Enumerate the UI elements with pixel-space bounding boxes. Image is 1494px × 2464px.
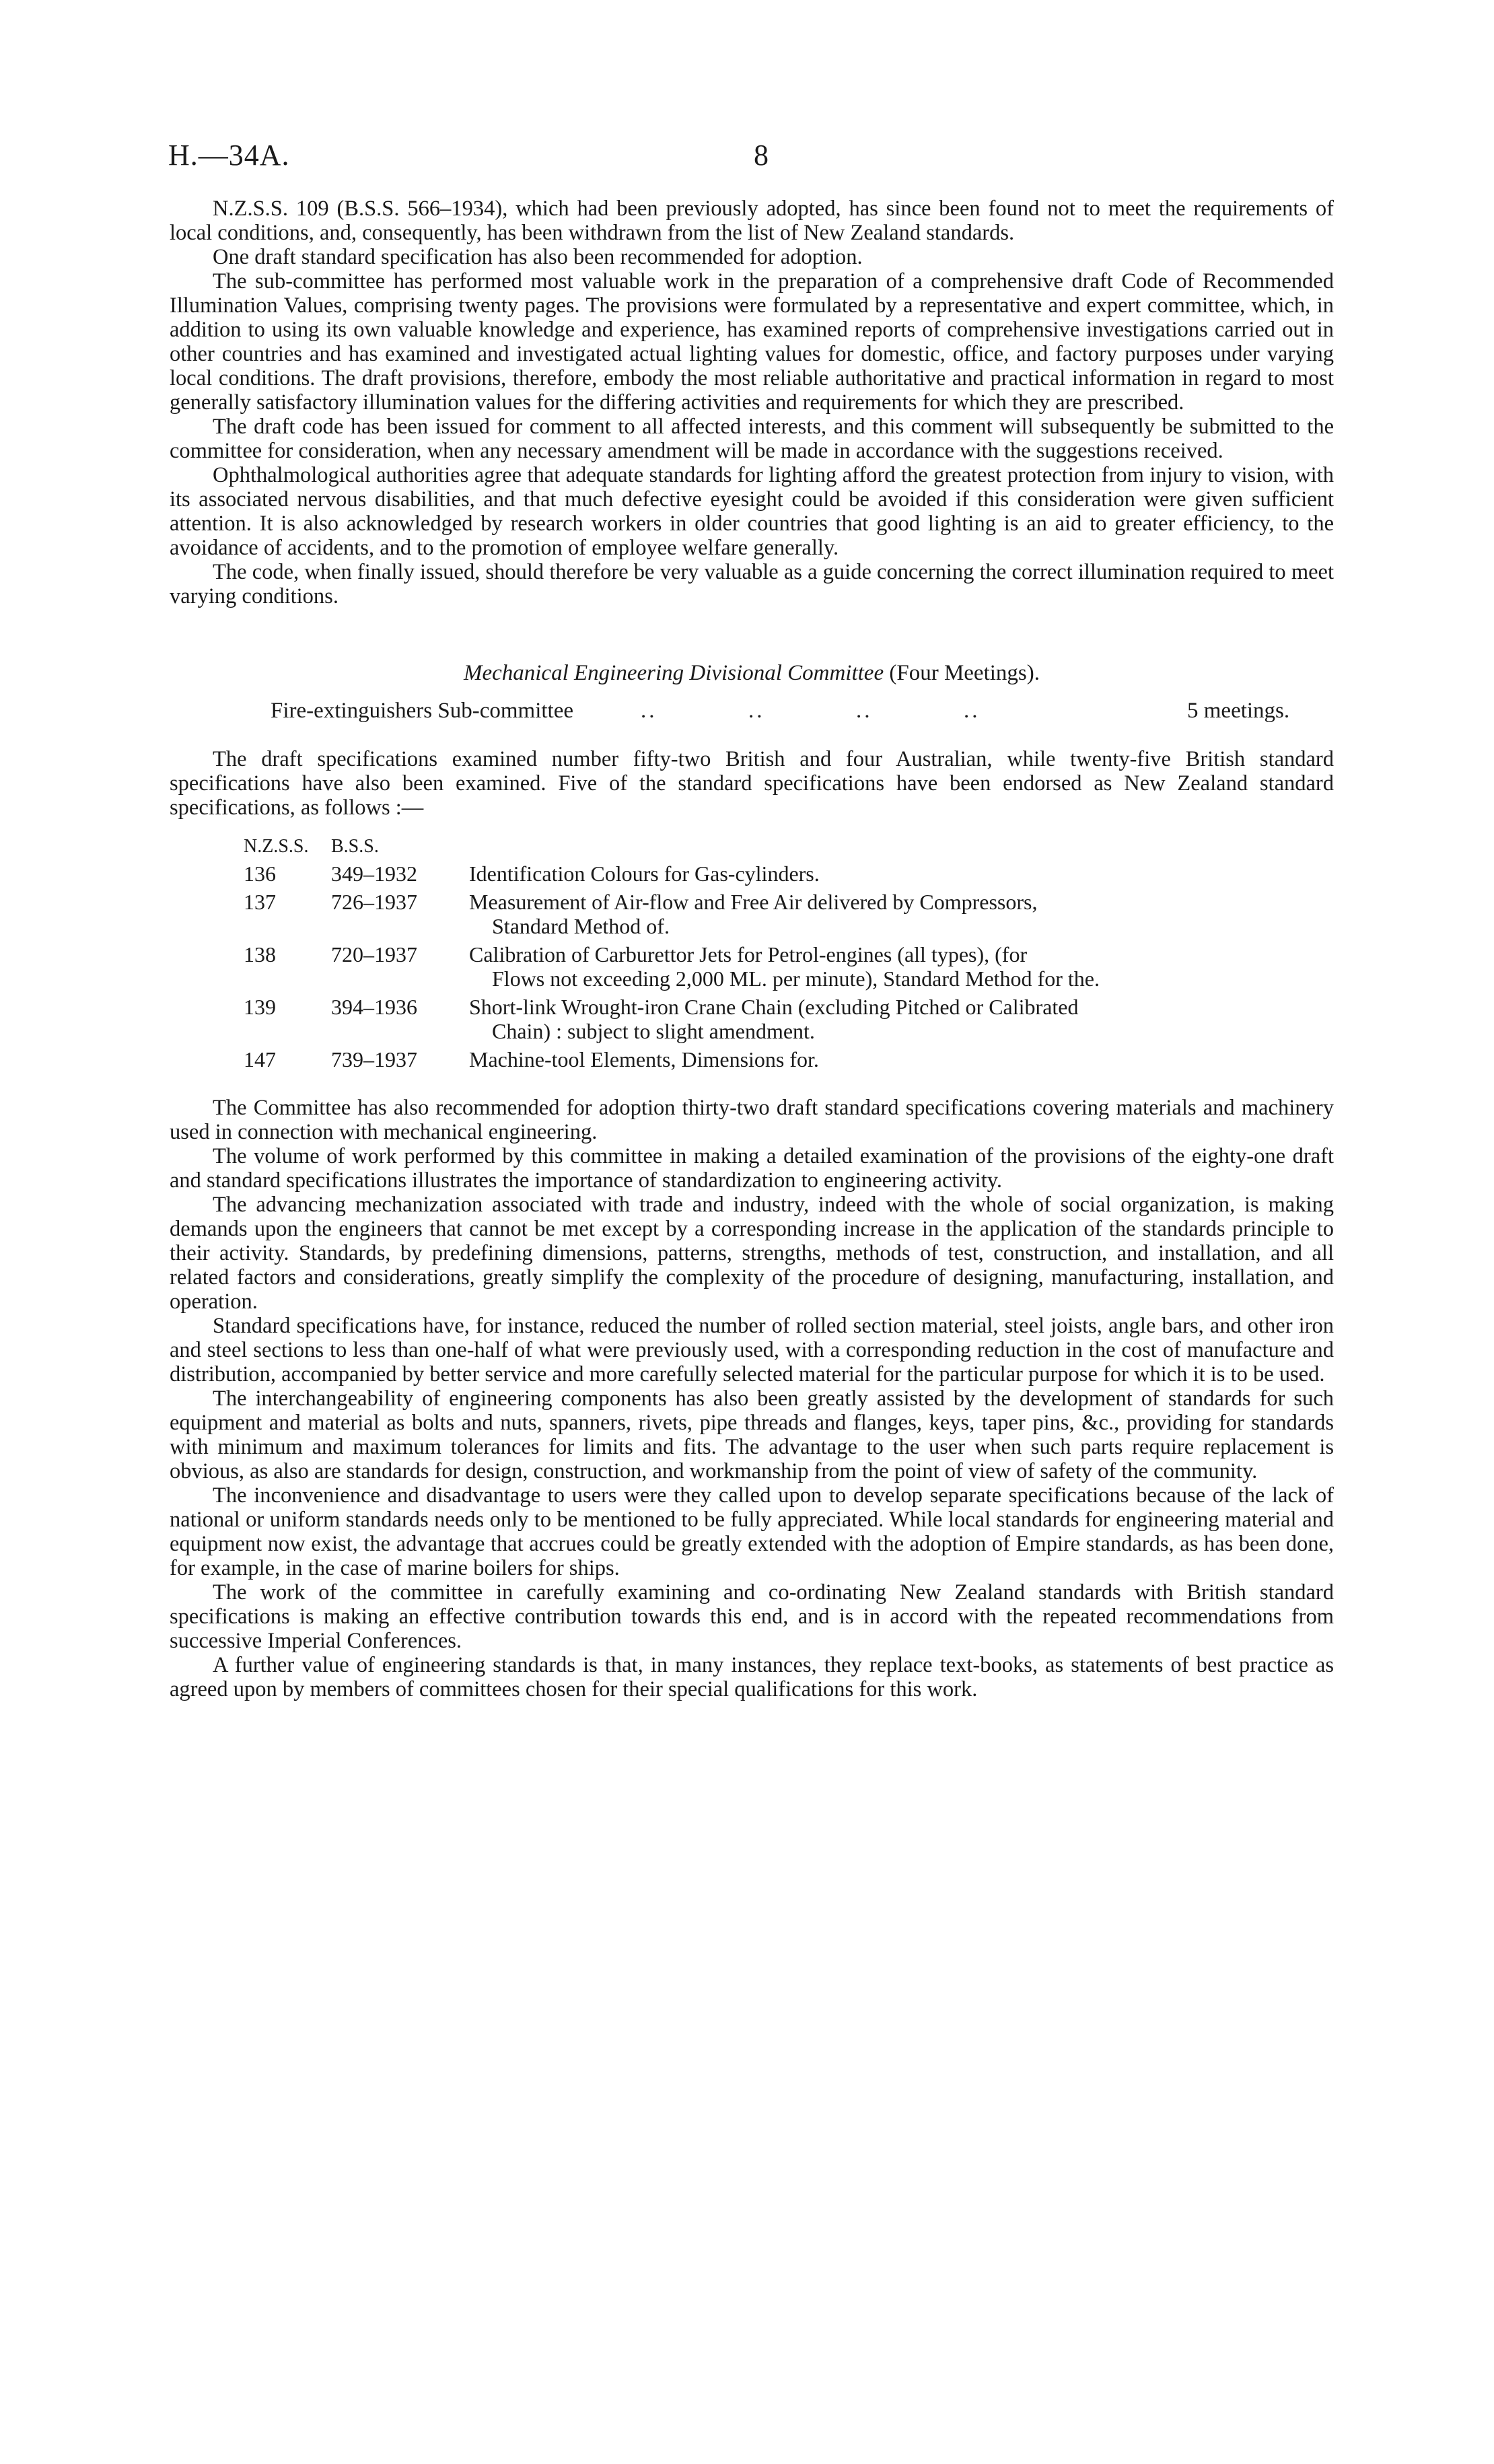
paragraph: Standard specifications have, for instance, reduced the number of rolled section material, steel joists, angle bars, and other iron and steel sections to less than one-half of what were previously used, with a corresponding reduction in the cost of manufacture and distribution, accompanied by better service and more carefully selected material for the particular purpose for which it is to be used. [170,1314,1334,1386]
spec-title-line: Measurement of Air-flow and Free Air delivered by Compressors, [469,890,1038,914]
subcommittee-name: Fire-extinguishers Sub-committee [271,699,573,723]
spec-title-line: Calibration of Carburettor Jets for Petrol-engines (all types), (for [469,942,1028,966]
spec-title [469,942,1334,995]
document-reference: H.—34A. [168,139,290,172]
spec-title [469,995,1334,1047]
nzss-number: 139 [244,995,276,1019]
paragraph: The Committee has also recommended for adoption thirty-two draft standard specifications covering materials and machinery used in connection with mechanical engineering. [170,1096,1334,1144]
section-heading-meetings: (Four Meetings). [889,661,1040,685]
paragraph: The volume of work performed by this committee in making a detailed examination of the provisions of the eighty-one draft and standard specifications illustrates the importance of standardization to engineering activity. [170,1144,1334,1193]
body-text [170,197,1334,1701]
bss-number: 720–1937 [331,942,417,966]
section-heading [170,661,1334,685]
bss-number: 394–1936 [331,995,417,1019]
spec-title-continuation: Standard Method of. [492,914,670,938]
table-row [230,861,1334,890]
column-header-title [469,835,1334,861]
table-row [230,995,1334,1047]
paragraph: The sub-committee has performed most valuable work in the preparation of a comprehensive draft Code of Recommended Illumination Values, comprising twenty pages. The provisions were formulated by a representative and expert committee, which, in addition to using its own valuable knowledge and experience, has examined reports of comprehensive investigations carried out in other countries and has examined and investigated actual lighting values for domestic, office, and factory purposes under varying local conditions. The draft provisions, therefore, embody the most reliable authoritative and practical information in regard to most generally satisfactory illumination values for the differing activities and requirements for which they are prescribed. [170,269,1334,415]
spec-title-continuation: Flows not exceeding 2,000 ML. per minute), Standard Method for the. [492,966,1100,991]
column-header-bss: B.S.S. [331,836,379,857]
bss-number: 726–1937 [331,890,417,914]
paragraph: The interchangeability of engineering components has also been greatly assisted by the development of standards for such equipment and material as bolts and nuts, spanners, rivets, pipe threads and flanges, keys, taper pins, &c., providing for standards with minimum and maximum tolerances for limits and fits. The advantage to the user when such parts require replacement is obvious, as also are standards for design, construction, and workmanship from the point of view of safety of the community. [170,1386,1334,1483]
standards-table [230,835,1334,1076]
paragraph: The code, when finally issued, should therefore be very valuable as a guide concerning the correct illumination required to meet varying conditions. [170,560,1334,608]
page-header [168,138,1339,178]
subcommittee-line [170,699,1334,730]
section-heading-title: Mechanical Engineering Divisional Committee [463,661,884,685]
paragraph: The inconvenience and disadvantage to users were they called upon to develop separate specifications because of the lack of national or uniform standards needs only to be mentioned to be fully appreciated. While local standards for engineering material and equipment now exist, the advantage that accrues could be greatly extended with the adoption of Empire standards, as has been done, for example, in the case of marine boilers for ships. [170,1483,1334,1580]
paragraph: N.Z.S.S. 109 (B.S.S. 566–1934), which had been previously adopted, has since been found not to meet the requirements of local conditions, and, consequently, has been withdrawn from the list of New Zealand standards. [170,197,1334,245]
bss-number: 349–1932 [331,861,417,886]
paragraph: The draft code has been issued for comment to all affected interests, and this comment will subsequently be submitted to the committee for consideration, when any necessary amendment will be made in accordance with the suggestions received. [170,415,1334,463]
paragraph: Ophthalmological authorities agree that adequate standards for lighting afford the greatest protection from injury to vision, with its associated nervous disabilities, and that much defective eyesight could be avoided if this consideration were given sufficient attention. It is also acknowledged by research workers in older countries that good lighting is an aid to greater efficiency, to the avoidance of accidents, and to the promotion of employee welfare generally. [170,463,1334,560]
column-header-nzss: N.Z.S.S. [244,836,309,857]
leader-dot: .. [748,699,765,723]
leader-dot: .. [856,699,873,723]
paragraph: The advancing mechanization associated with trade and industry, indeed with the whole of social organization, is making demands upon the engineers that cannot be met except by a corresponding increase in the application of the standards principle to their activity. Standards, by predefining dimensions, patterns, strengths, methods of test, construction, and installation, and all related factors and considerations, greatly simplify the complexity of the procedure of designing, manufacturing, installation, and operation. [170,1193,1334,1314]
paragraph: A further value of engineering standards is that, in many instances, they replace text-books, as statements of best practice as agreed upon by members of committees chosen for their special qualifications for this work. [170,1653,1334,1701]
page-number: 8 [754,139,769,172]
leader-dots [641,699,1071,723]
paragraph: The draft specifications examined number fifty-two British and four Australian, while twenty-five British standard specifications have also been examined. Five of the standard specifications have been endorsed as New Zealand standard specifications, as follows :— [170,747,1334,820]
table-row [230,1047,1334,1076]
leader-dot: .. [641,699,657,723]
nzss-number: 138 [244,942,276,966]
subcommittee-meetings: 5 meetings. [1187,699,1290,723]
table-header-row [230,835,1334,861]
leader-dot: .. [964,699,981,723]
table-row [230,890,1334,942]
table-row [230,942,1334,995]
spec-title [469,890,1334,942]
spec-title-continuation: Chain) : subject to slight amendment. [492,1019,815,1043]
spec-title-line: Short-link Wrought-iron Crane Chain (excluding Pitched or Calibrated [469,995,1079,1019]
nzss-number: 136 [244,861,276,886]
spec-title-line: Machine-tool Elements, Dimensions for. [469,1047,819,1071]
paragraph: The work of the committee in carefully examining and co-ordinating New Zealand standards with British standard specifications is making an effective contribution towards this end, and is in accord with the repeated recommendations from successive Imperial Conferences. [170,1580,1334,1653]
spec-title [469,861,1334,890]
paragraph: One draft standard specification has also been recommended for adoption. [213,245,863,269]
nzss-number: 137 [244,890,276,914]
nzss-number: 147 [244,1047,276,1071]
spec-title-line: Identification Colours for Gas-cylinders. [469,861,820,886]
spec-title [469,1047,1334,1076]
bss-number: 739–1937 [331,1047,417,1071]
